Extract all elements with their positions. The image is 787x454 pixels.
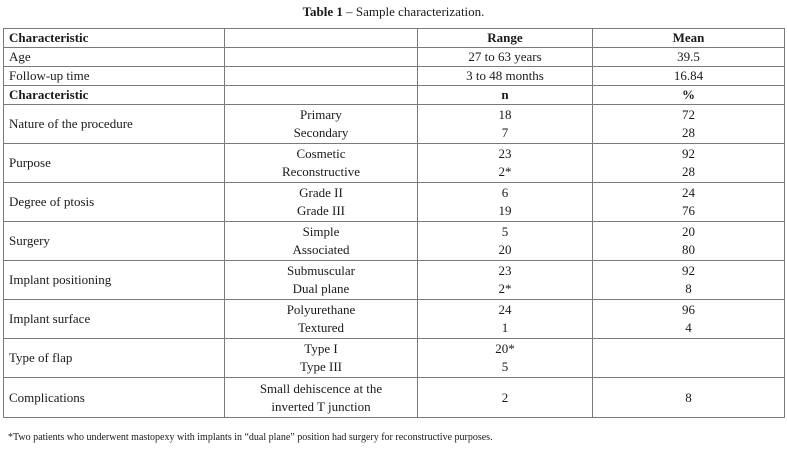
n-value: 7 bbox=[501, 125, 509, 140]
n-cell bbox=[418, 300, 593, 339]
n-value: 5 bbox=[501, 224, 509, 239]
percent-cell bbox=[593, 105, 785, 144]
percent-cell bbox=[593, 144, 785, 183]
subcategory-cell bbox=[225, 144, 418, 183]
row-label: Implant surface bbox=[4, 300, 225, 339]
header-percent: % bbox=[593, 86, 785, 105]
empty-cell bbox=[225, 67, 418, 86]
subcategory-cell bbox=[225, 183, 418, 222]
subcategory: Dual plane bbox=[292, 281, 350, 296]
n-cell bbox=[418, 144, 593, 183]
percent-cell bbox=[593, 183, 785, 222]
n-value: 23 bbox=[498, 263, 512, 278]
table-row bbox=[4, 105, 785, 144]
percent-value: 72 bbox=[682, 107, 695, 122]
header-empty bbox=[225, 29, 418, 48]
subcategory: Type I bbox=[304, 341, 338, 356]
subcategory: Primary bbox=[300, 107, 342, 122]
n-value: 2* bbox=[498, 281, 512, 296]
subcategory: Reconstructive bbox=[282, 164, 360, 179]
subcategory-cell bbox=[225, 378, 418, 418]
subcategory-cell bbox=[225, 300, 418, 339]
subcategory-cell bbox=[225, 105, 418, 144]
row-label: Age bbox=[4, 48, 225, 67]
header-characteristic: Characteristic bbox=[4, 29, 225, 48]
table-caption-text: – Sample characterization. bbox=[342, 4, 485, 19]
row-label: Nature of the procedure bbox=[4, 105, 225, 144]
percent-value: 24 bbox=[682, 185, 695, 200]
header-row-range bbox=[4, 29, 785, 48]
table-caption-label: Table 1 bbox=[302, 4, 343, 19]
subcategory: Polyurethane bbox=[286, 302, 356, 317]
percent-value: 92 bbox=[682, 263, 695, 278]
subcategory: Associated bbox=[292, 242, 350, 257]
percent-cell bbox=[593, 339, 785, 378]
n-value: 19 bbox=[498, 203, 512, 218]
table-footnote: *Two patients who underwent mastopexy with implants in “dual plane” position had surgery for reconstructive purposes. bbox=[8, 432, 493, 443]
table-row bbox=[4, 48, 785, 67]
subcategory: Submuscular bbox=[287, 263, 355, 278]
percent-value: 8 bbox=[685, 281, 692, 296]
mean-cell: 16.84 bbox=[593, 67, 785, 86]
subcategory: Textured bbox=[297, 320, 344, 335]
header-row-n bbox=[4, 86, 785, 105]
subcategory-cell bbox=[225, 222, 418, 261]
header-n: n bbox=[418, 86, 593, 105]
subcategory: Secondary bbox=[293, 125, 349, 140]
table-row bbox=[4, 67, 785, 86]
header-characteristic: Characteristic bbox=[4, 86, 225, 105]
row-label: Follow-up time bbox=[4, 67, 225, 86]
table-row bbox=[4, 339, 785, 378]
subcategory-cell bbox=[225, 261, 418, 300]
subcategory: Grade II bbox=[299, 185, 343, 200]
table-row bbox=[4, 261, 785, 300]
subcategory-cell bbox=[225, 339, 418, 378]
n-cell bbox=[418, 261, 593, 300]
row-label: Complications bbox=[4, 378, 225, 418]
n-value: 2* bbox=[498, 164, 512, 179]
n-cell bbox=[418, 183, 593, 222]
subcategory: Grade III bbox=[297, 203, 345, 218]
row-label: Surgery bbox=[4, 222, 225, 261]
subcategory: Simple bbox=[302, 224, 340, 239]
header-mean: Mean bbox=[593, 29, 785, 48]
n-cell bbox=[418, 339, 593, 378]
percent-value: 4 bbox=[685, 320, 692, 335]
header-range: Range bbox=[418, 29, 593, 48]
percent-cell: 8 bbox=[593, 378, 785, 418]
n-value: 20 bbox=[498, 242, 512, 257]
n-cell bbox=[418, 105, 593, 144]
n-cell bbox=[418, 222, 593, 261]
n-value: 6 bbox=[501, 185, 509, 200]
n-value: 18 bbox=[498, 107, 512, 122]
percent-value: 96 bbox=[682, 302, 695, 317]
percent-value: 80 bbox=[682, 242, 695, 257]
subcategory: Small dehiscence at the bbox=[259, 380, 383, 396]
header-empty bbox=[225, 86, 418, 105]
table-caption bbox=[0, 4, 787, 20]
percent-value: 28 bbox=[682, 125, 695, 140]
percent-cell bbox=[593, 261, 785, 300]
n-value: 24 bbox=[498, 302, 512, 317]
percent-cell bbox=[593, 222, 785, 261]
mean-cell: 39.5 bbox=[593, 48, 785, 67]
percent-value: 28 bbox=[682, 164, 695, 179]
row-label: Degree of ptosis bbox=[4, 183, 225, 222]
table-row bbox=[4, 300, 785, 339]
percent-value: 20 bbox=[682, 224, 695, 239]
range-cell: 27 to 63 years bbox=[418, 48, 593, 67]
n-value: 23 bbox=[498, 146, 512, 161]
percent-value: 76 bbox=[682, 203, 695, 218]
percent-value: 92 bbox=[682, 146, 695, 161]
n-value: 5 bbox=[501, 359, 509, 374]
range-cell: 3 to 48 months bbox=[418, 67, 593, 86]
table-row bbox=[4, 144, 785, 183]
subcategory: inverted T junction bbox=[271, 398, 371, 414]
empty-cell bbox=[225, 48, 418, 67]
row-label: Purpose bbox=[4, 144, 225, 183]
row-label: Type of flap bbox=[4, 339, 225, 378]
subcategory: Cosmetic bbox=[296, 146, 346, 161]
percent-cell bbox=[593, 300, 785, 339]
subcategory: Type III bbox=[299, 359, 343, 374]
sample-characterization-table bbox=[3, 28, 785, 418]
table-row bbox=[4, 378, 785, 418]
n-value: 1 bbox=[501, 320, 509, 335]
n-value: 20* bbox=[495, 341, 515, 356]
row-label: Implant positioning bbox=[4, 261, 225, 300]
table-row bbox=[4, 183, 785, 222]
table-row bbox=[4, 222, 785, 261]
n-cell: 2 bbox=[418, 378, 593, 418]
